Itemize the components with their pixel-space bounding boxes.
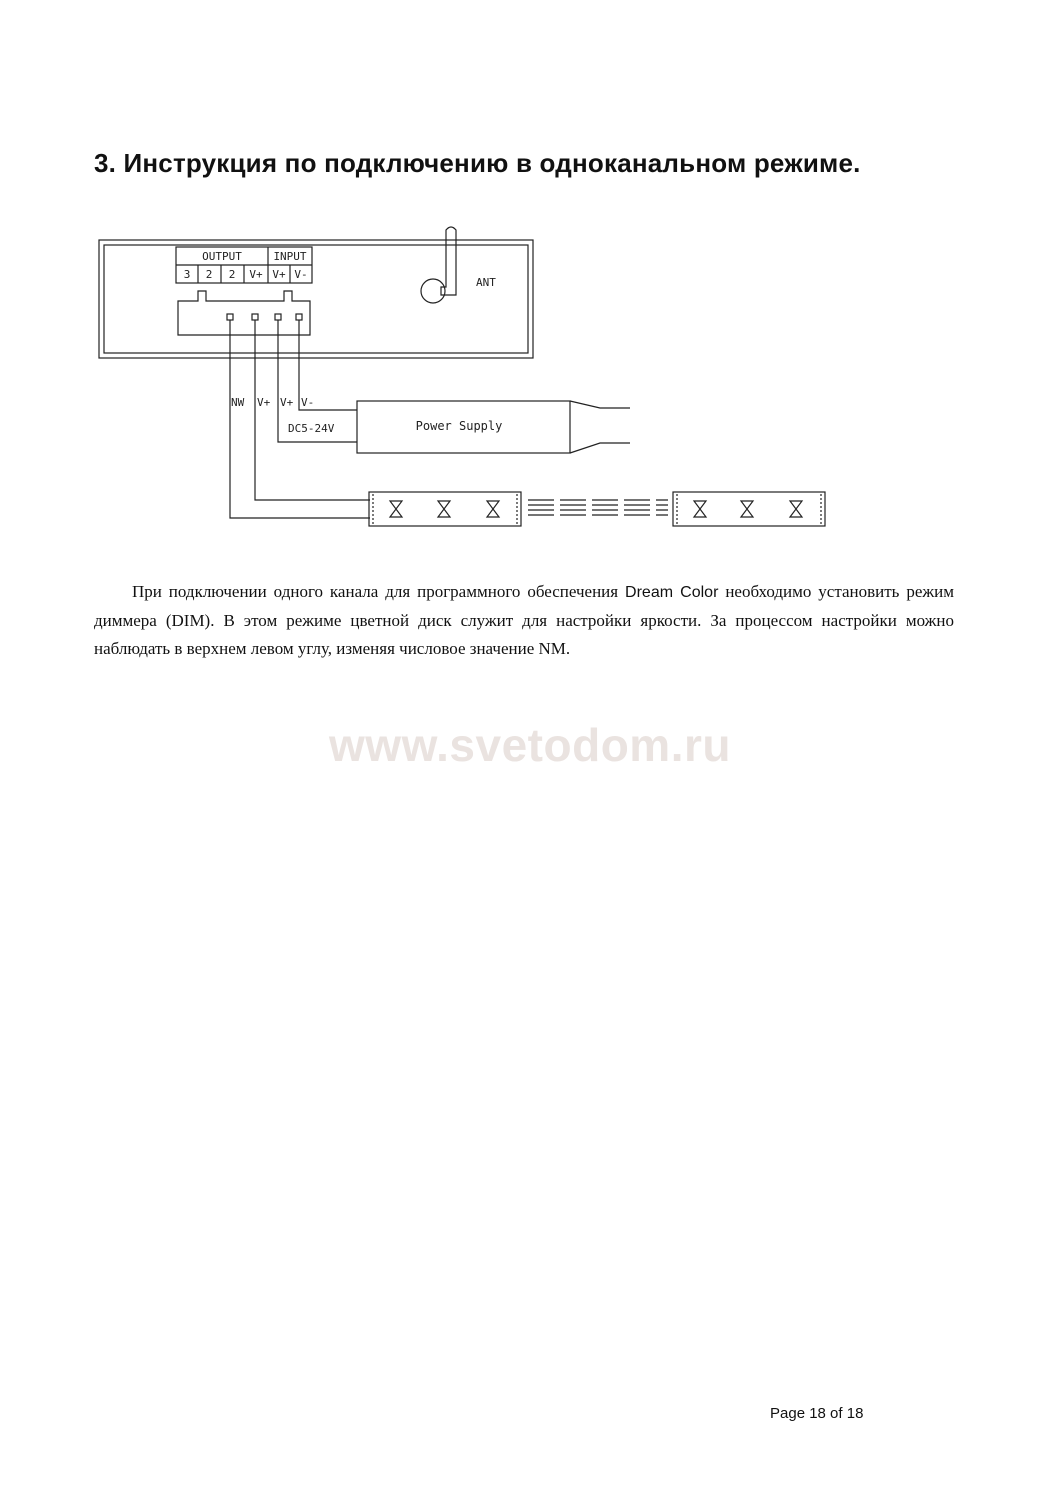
led-strip-segment-2 [673, 492, 825, 526]
wire-label-vplus: V+ [257, 396, 271, 409]
antenna-icon [421, 227, 456, 303]
power-supply-label: Power Supply [415, 419, 503, 433]
voltage-label: DC5-24V [288, 422, 335, 435]
page-number: Page 18 of 18 [770, 1405, 864, 1422]
wire-label-vminus: V- [301, 396, 315, 409]
wire-label-nw: NW [231, 396, 245, 409]
terminal-label: V+ [272, 268, 286, 281]
connector-plug [178, 291, 310, 335]
controller-housing [99, 240, 533, 358]
input-header: INPUT [273, 250, 307, 263]
software-name: Dream Color [625, 584, 719, 601]
wire-label-vplus-input: V+ [280, 396, 294, 409]
watermark: www.svetodom.ru [329, 719, 731, 771]
paragraph-text: При подключении одного канала для программного обеспечения [132, 582, 626, 601]
terminal-label: 3 [183, 268, 191, 281]
terminal-label: V+ [249, 268, 263, 281]
instruction-paragraph [94, 578, 954, 663]
terminal-label: 2 [205, 268, 213, 281]
antenna-label: ANT [476, 276, 496, 289]
wires [230, 320, 370, 518]
terminal-label: 2 [228, 268, 236, 281]
wiring-diagram [0, 215, 1060, 535]
strip-continuation [528, 500, 668, 515]
terminal-label: V- [294, 268, 308, 281]
output-header: OUTPUT [202, 250, 242, 263]
section-heading: 3. Инструкция по подключению в одноканальном режиме. [94, 148, 861, 178]
paragraph-text: необходимо установить режим диммера (DIM). В этом режиме цветной диск служит для настройки яркости. За процессом настройки можно наблюдать в верхнем левом углу, изменяя числовое значение NM. [94, 582, 954, 658]
led-strip-segment-1 [369, 492, 521, 526]
